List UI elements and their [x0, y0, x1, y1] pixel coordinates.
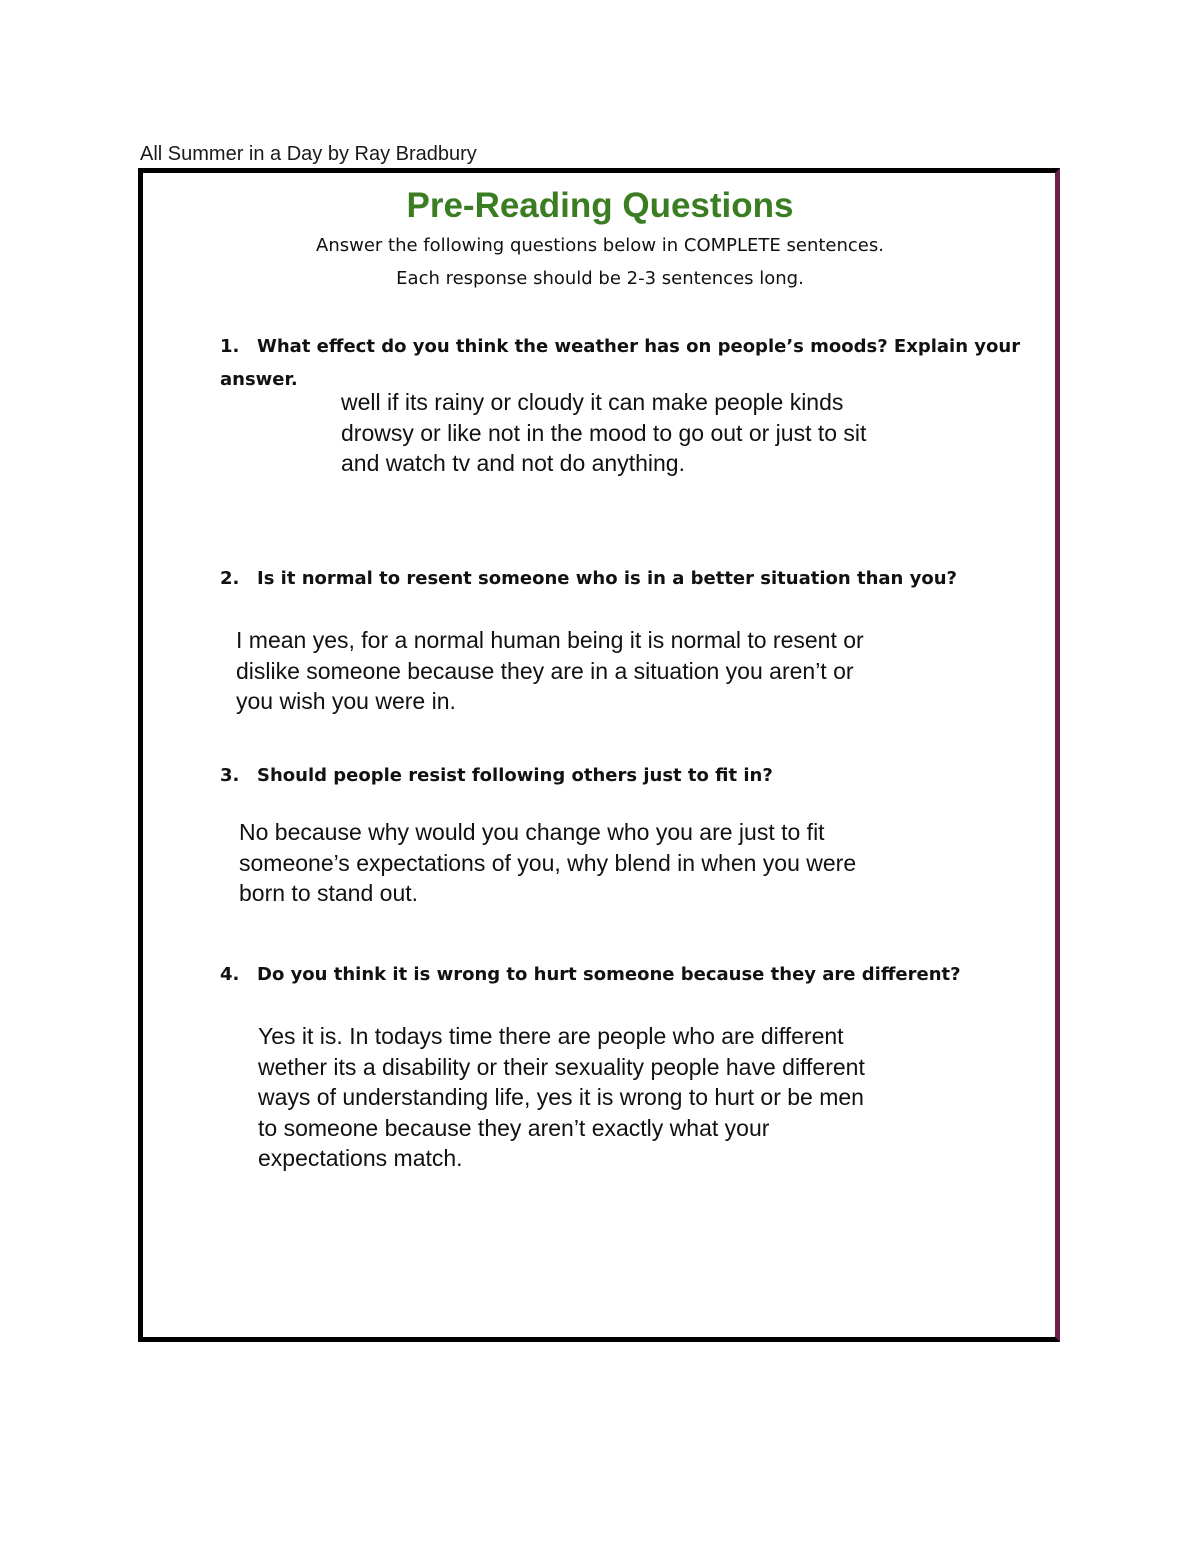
instruction-line-1: Answer the following questions below in COMPLETE sentences. [316, 235, 884, 256]
question-number: 4. [220, 964, 240, 985]
answer-line: wether its a disability or their sexuality people have different [258, 1053, 865, 1080]
question-number: 2. [220, 568, 240, 589]
answer-line: ways of understanding life, yes it is wrong to hurt or be men [258, 1084, 864, 1110]
question-text: Is it normal to resent someone who is in a better situation than you? [257, 568, 957, 589]
answer-line: born to stand out. [239, 880, 419, 906]
worksheet-title: Pre-Reading Questions [406, 186, 794, 225]
answer-1 [341, 387, 866, 479]
question-3 [220, 759, 773, 792]
question-number: 3. [220, 765, 240, 786]
answer-line: No because why would you change who you are just to fit [239, 819, 825, 845]
answer-line: drowsy or like not in the mood to go out or just to sit [341, 419, 867, 446]
answer-3 [239, 817, 856, 909]
answer-line: dislike someone because they are in a situation you aren’t or [236, 657, 854, 684]
answer-2 [236, 625, 864, 717]
question-text: Do you think it is wrong to hurt someone because they are different? [257, 964, 961, 985]
answer-line: Yes it is. In todays time there are people who are different [258, 1023, 844, 1049]
answer-line: I mean yes, for a normal human being it is normal to resent or [236, 627, 864, 653]
instruction-line-2: Each response should be 2-3 sentences long. [396, 268, 804, 289]
answer-line: someone’s expectations of you, why blend in when you were [239, 849, 857, 876]
answer-line: and watch tv and not do anything. [341, 450, 685, 476]
answer-4 [258, 1021, 865, 1174]
question-text: What effect do you think the weather has on people’s moods? Explain your [257, 336, 1021, 357]
question-text-continued: answer. [220, 369, 298, 390]
answer-line: to someone because they aren’t exactly what your [258, 1114, 770, 1141]
question-text: Should people resist following others just to fit in? [257, 765, 773, 786]
question-number: 1. [220, 336, 240, 357]
document-header: All Summer in a Day by Ray Bradbury [140, 143, 477, 165]
answer-line: well if its rainy or cloudy it can make people kinds [341, 389, 844, 415]
answer-line: expectations match. [258, 1145, 463, 1171]
question-2 [220, 562, 957, 595]
answer-line: you wish you were in. [236, 688, 456, 714]
question-4 [220, 958, 961, 991]
